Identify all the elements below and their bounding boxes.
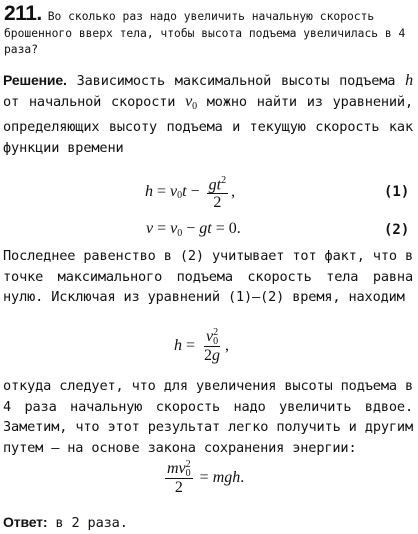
problem-number: 211. — [4, 2, 42, 25]
solution-paragraph-1 — [3, 70, 413, 158]
solution-label: Решение. — [3, 72, 67, 88]
variable-v0: $v_0$ — [185, 92, 197, 112]
equation-1-number: (1) — [384, 184, 410, 200]
equation-1: h = v 0 t − $\frac{gt^2}{2}$ , — [145, 172, 235, 211]
problem-text: Во сколько раз надо увеличить начальную скорость брошенного вверх тела, чтобы высота подъема увеличилась в 4 раза? — [4, 10, 406, 56]
equation-2-number: (2) — [384, 222, 410, 238]
solution-text-b: от начальной скорости — [3, 93, 186, 110]
variable-h: h — [405, 72, 413, 89]
equation-2: v = v 0 − gt = 0. — [146, 220, 241, 239]
equation-4: mv 2 0 2 = mgh . — [167, 459, 245, 497]
solution-text-a: Зависимость максимальной высоты подъема — [66, 73, 406, 89]
solution-paragraph-2: Последнее равенство в (2) учитывает тот факт, что в точке максимального подъема скорость тела равна нулю. Исключая из уравнений (1)—(2) время, находим — [3, 248, 413, 305]
solution-text-c: можно найти из уравнений, определяющих высоту подъема и текущую скорость как функции времени — [3, 93, 413, 156]
answer — [3, 512, 413, 534]
equation-3: h = v 2 0 2g , — [174, 327, 230, 365]
answer-label: Ответ: — [3, 514, 48, 530]
solution-paragraph-3: откуда следует, что для увеличения высоты подъема в 4 раза начальную скорость надо увеличить вдвое. Заметим, что этот результат легко получить и другим путем — на основе закона сохранения энергии: — [3, 378, 413, 456]
answer-text: в 2 раза. — [47, 515, 128, 531]
problem-statement — [4, 2, 412, 59]
